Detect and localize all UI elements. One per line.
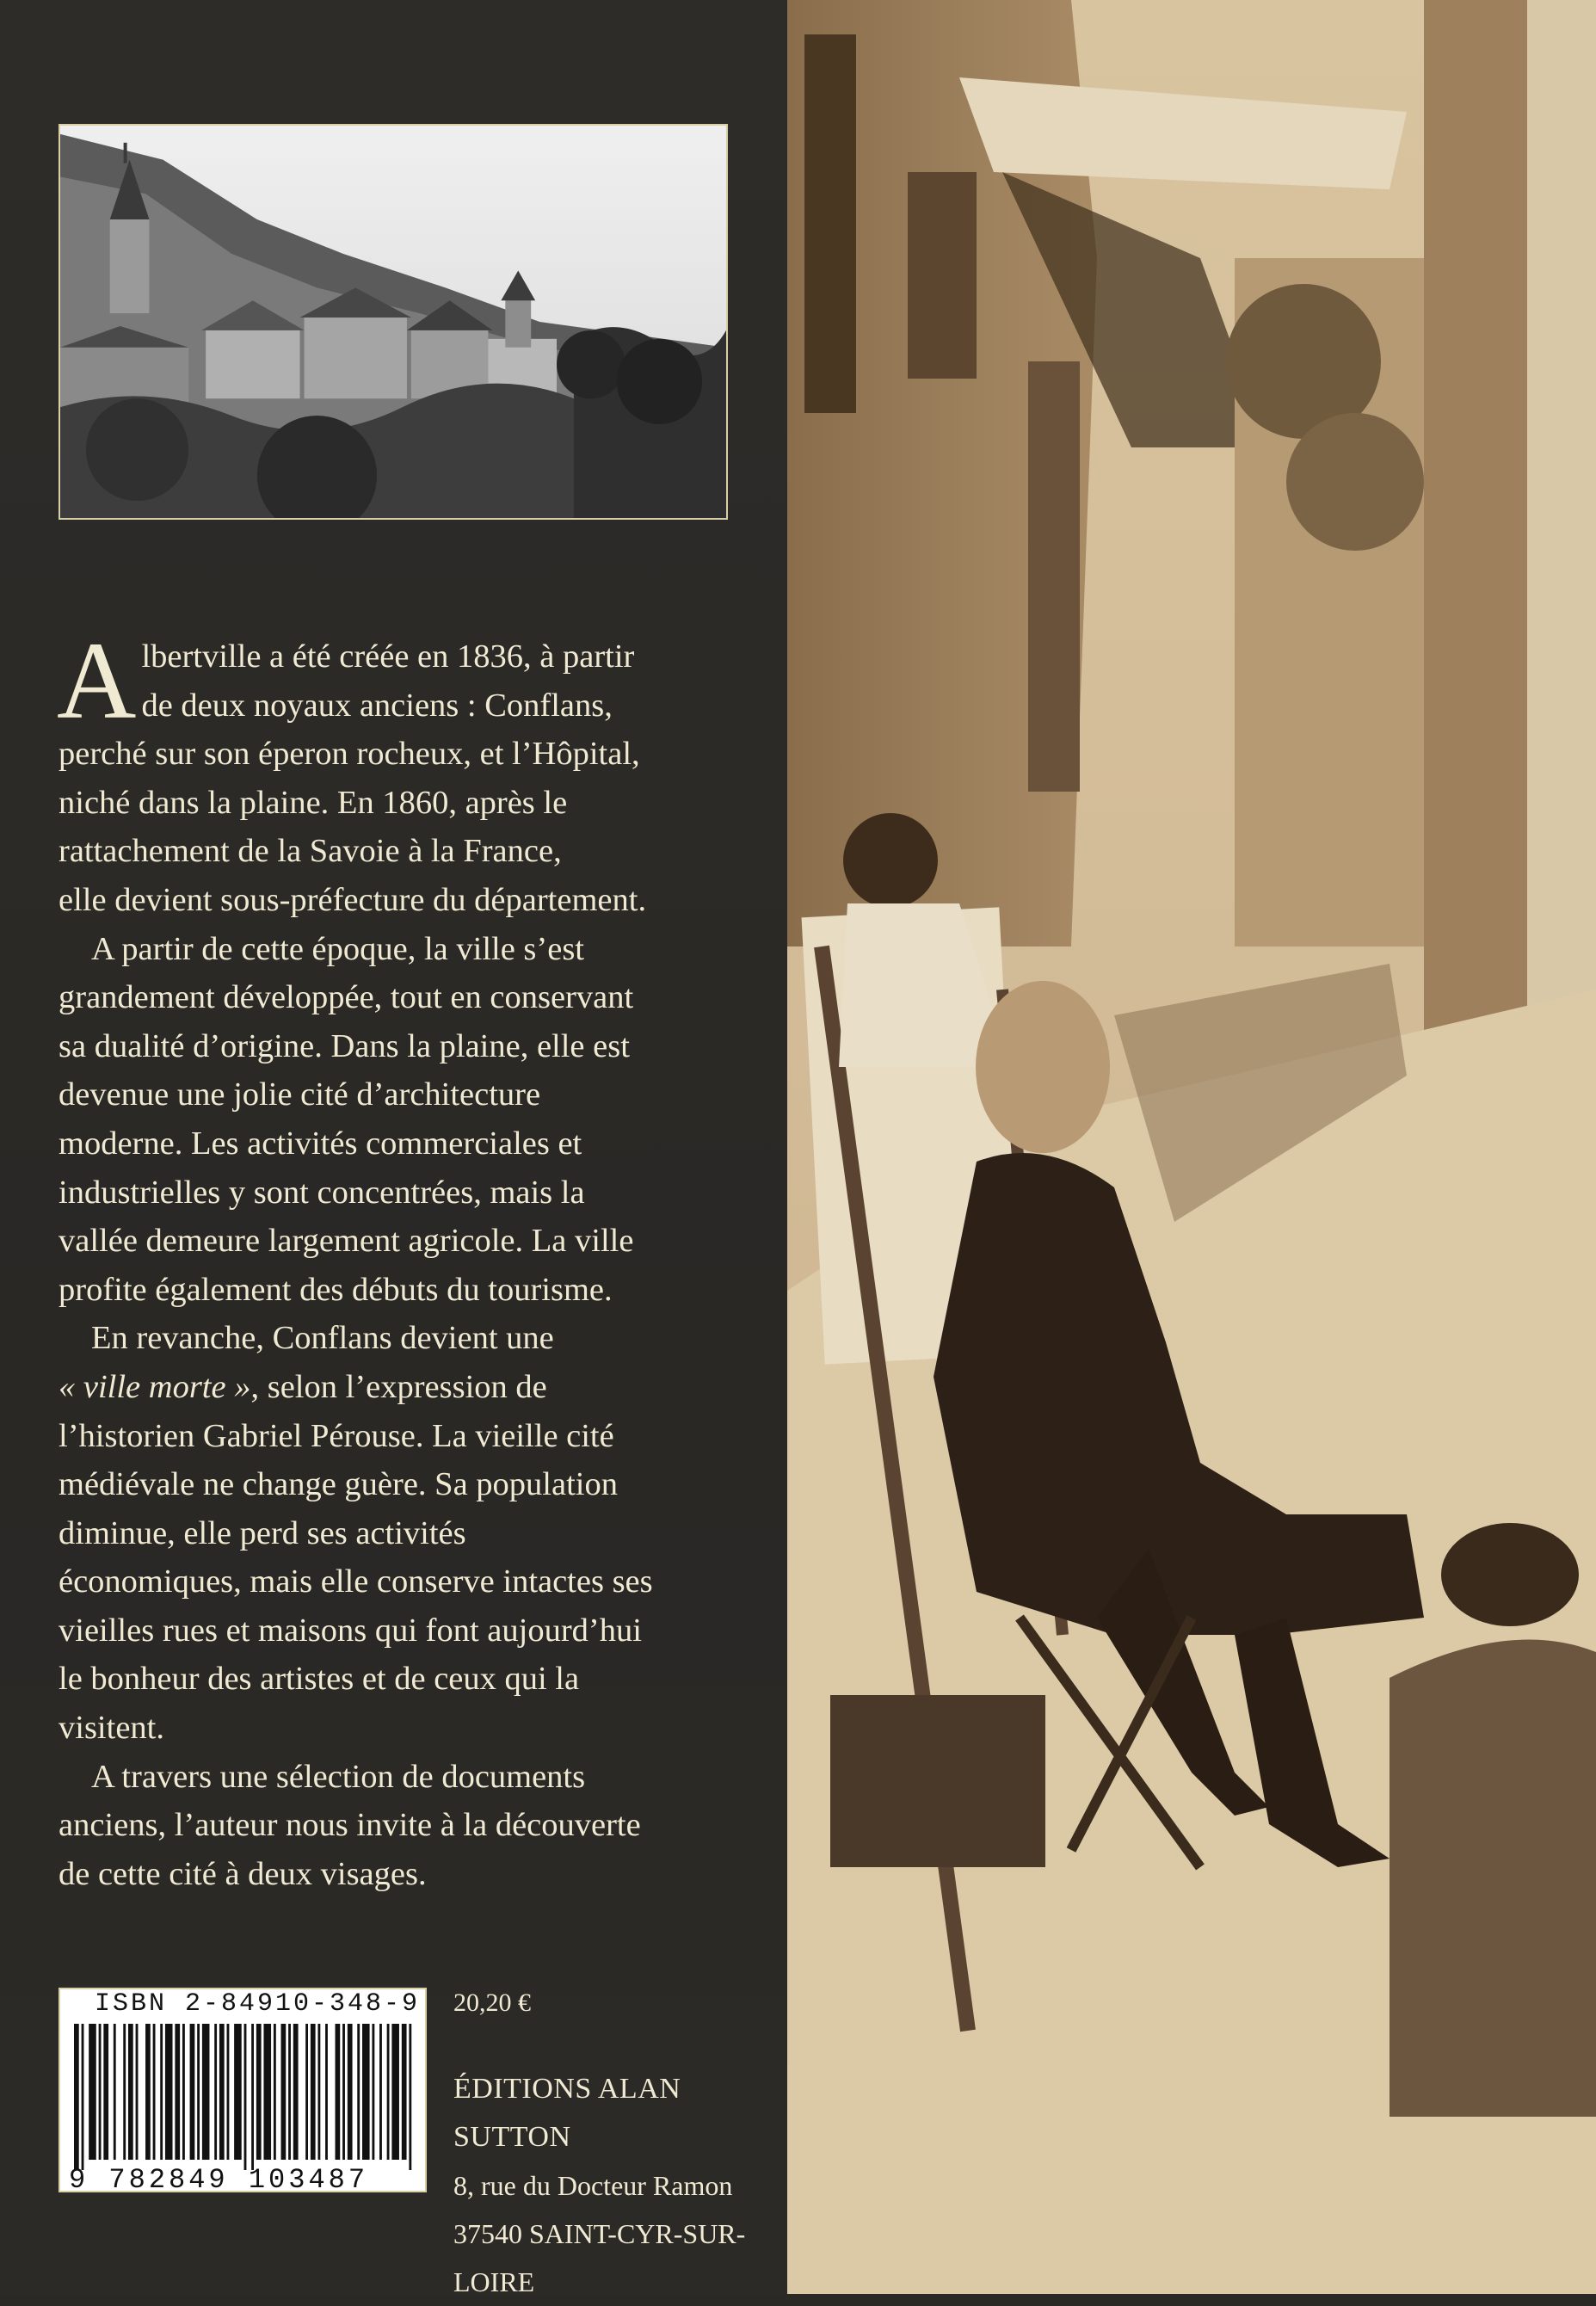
publisher-block (453, 2065, 780, 2306)
barcode-bar (145, 2024, 151, 2160)
barcode-bar (391, 2024, 399, 2160)
paragraph-3 (59, 1314, 738, 1752)
text-line: diminue, elle perd ses activités (59, 1514, 466, 1551)
ean-number: 9 782849 103487 (69, 2164, 369, 2196)
barcode-bar (325, 2024, 328, 2160)
barcode-bar (387, 2024, 390, 2160)
barcode-bar (89, 2024, 96, 2160)
text-line: industrielles y sont concentrées, mais la (59, 1174, 585, 1211)
text-line: niché dans la plaine. En 1860, après le (59, 784, 568, 821)
barcode-bar (362, 2024, 370, 2160)
text-line: de cette cité à deux visages. (59, 1855, 427, 1892)
paragraph-1 (57, 620, 738, 925)
barcode-bar (74, 2024, 79, 2170)
text-line: vallée demeure largement agricole. La ville (59, 1223, 634, 1260)
text-line (59, 1363, 738, 1412)
dropcap: A (57, 620, 137, 742)
text-line: devenue une jolie cité d’architecture (59, 1076, 541, 1113)
sepia-street-photo (787, 0, 1596, 2294)
barcode-bar (348, 2024, 353, 2160)
barcode-bar (153, 2024, 156, 2160)
barcode-bar (288, 2024, 291, 2160)
barcode-bar (128, 2024, 133, 2160)
barcode-bar (305, 2024, 308, 2160)
town-photo (59, 124, 728, 520)
barcode-bar (342, 2024, 345, 2160)
isbn-barcode (59, 1988, 427, 2196)
barcode-bar (256, 2024, 262, 2160)
barcode-bar (281, 2024, 287, 2160)
text-fragment: , selon l’expression de (250, 1368, 547, 1405)
text-line: économiques, mais elle conserve intactes ses (59, 1563, 653, 1600)
barcode-bar (293, 2024, 299, 2160)
paragraph-4 (59, 1753, 738, 1899)
barcode-bar (379, 2024, 382, 2160)
barcode-bar (317, 2024, 320, 2160)
barcode-bar (99, 2024, 102, 2160)
text-line: le bonheur des artistes et de ceux qui la (59, 1661, 580, 1698)
barcode-icon (72, 2024, 415, 2170)
text-line: perché sur son éperon rocheux, et l’Hôpital, (59, 736, 640, 773)
barcode-bar (197, 2024, 200, 2160)
text-line: de deux noyaux anciens : Conflans, (141, 687, 613, 724)
isbn-label: ISBN 2-84910-348-9 (95, 1989, 421, 2019)
text-line: rattachement de la Savoie à la France, (59, 833, 562, 870)
barcode-bar (336, 2024, 341, 2160)
text-line: A travers une sélection de documents (91, 1758, 586, 1795)
text-line: A partir de cette époque, la ville s’est (91, 930, 585, 967)
italic-quote: « ville morte » (59, 1368, 251, 1405)
publisher-address-2: 37540 SAINT-CYR-SUR-LOIRE (453, 2218, 746, 2297)
barcode-bar (175, 2024, 180, 2160)
price: 20,20 € (453, 1988, 531, 2017)
barcode-bar (82, 2024, 84, 2170)
barcode-bar (160, 2024, 163, 2160)
text-line: moderne. Les activités commerciales et (59, 1125, 582, 1162)
text-line: profite également des débuts du tourisme. (59, 1271, 613, 1308)
barcode-bar (214, 2024, 217, 2160)
text-line: visitent. (59, 1710, 164, 1747)
barcode-bar (234, 2024, 242, 2160)
paragraph-2 (59, 925, 738, 1315)
barcode-bar (409, 2024, 411, 2170)
text-line: lbertville a été créée en 1836, à partir (141, 638, 635, 675)
barcode-bar (311, 2024, 316, 2160)
text-line: anciens, l’auteur nous invite à la découverte (59, 1807, 641, 1844)
barcode-bar (182, 2024, 185, 2160)
text-line: grandement développée, tout en conservant (59, 979, 634, 1016)
text-line: En revanche, Conflans devient une (91, 1320, 554, 1357)
barcode-bar (263, 2024, 271, 2160)
barcode-bar (219, 2024, 225, 2160)
barcode-bar (136, 2024, 139, 2160)
text-line: sa dualité d’origine. Dans la plaine, elle est (59, 1027, 630, 1064)
text-line: l’historien Gabriel Pérouse. La vieille cité (59, 1417, 614, 1454)
back-cover-text (57, 620, 738, 1898)
publisher-address-1: 8, rue du Docteur Ramon (453, 2170, 733, 2201)
barcode-bar (123, 2024, 126, 2160)
text-line: médiévale ne change guère. Sa population (59, 1466, 618, 1503)
barcode-bar (165, 2024, 173, 2160)
barcode-bar (202, 2024, 210, 2160)
publisher-name: ÉDITIONS ALAN SUTTON (453, 2073, 681, 2153)
barcode-bar (372, 2024, 374, 2160)
barcode-bar (103, 2024, 108, 2160)
text-line: vieilles rues et maisons qui font aujourd’hui (59, 1612, 642, 1649)
barcode-bar (274, 2024, 276, 2160)
barcode-bar (251, 2024, 254, 2170)
barcode-bar (244, 2024, 247, 2170)
barcode-bar (402, 2024, 407, 2160)
barcode-bar (357, 2024, 360, 2160)
text-line: elle devient sous-préfecture du département. (59, 881, 647, 918)
barcode-bar (114, 2024, 116, 2160)
barcode-bar (190, 2024, 195, 2160)
barcode-bar (227, 2024, 230, 2160)
